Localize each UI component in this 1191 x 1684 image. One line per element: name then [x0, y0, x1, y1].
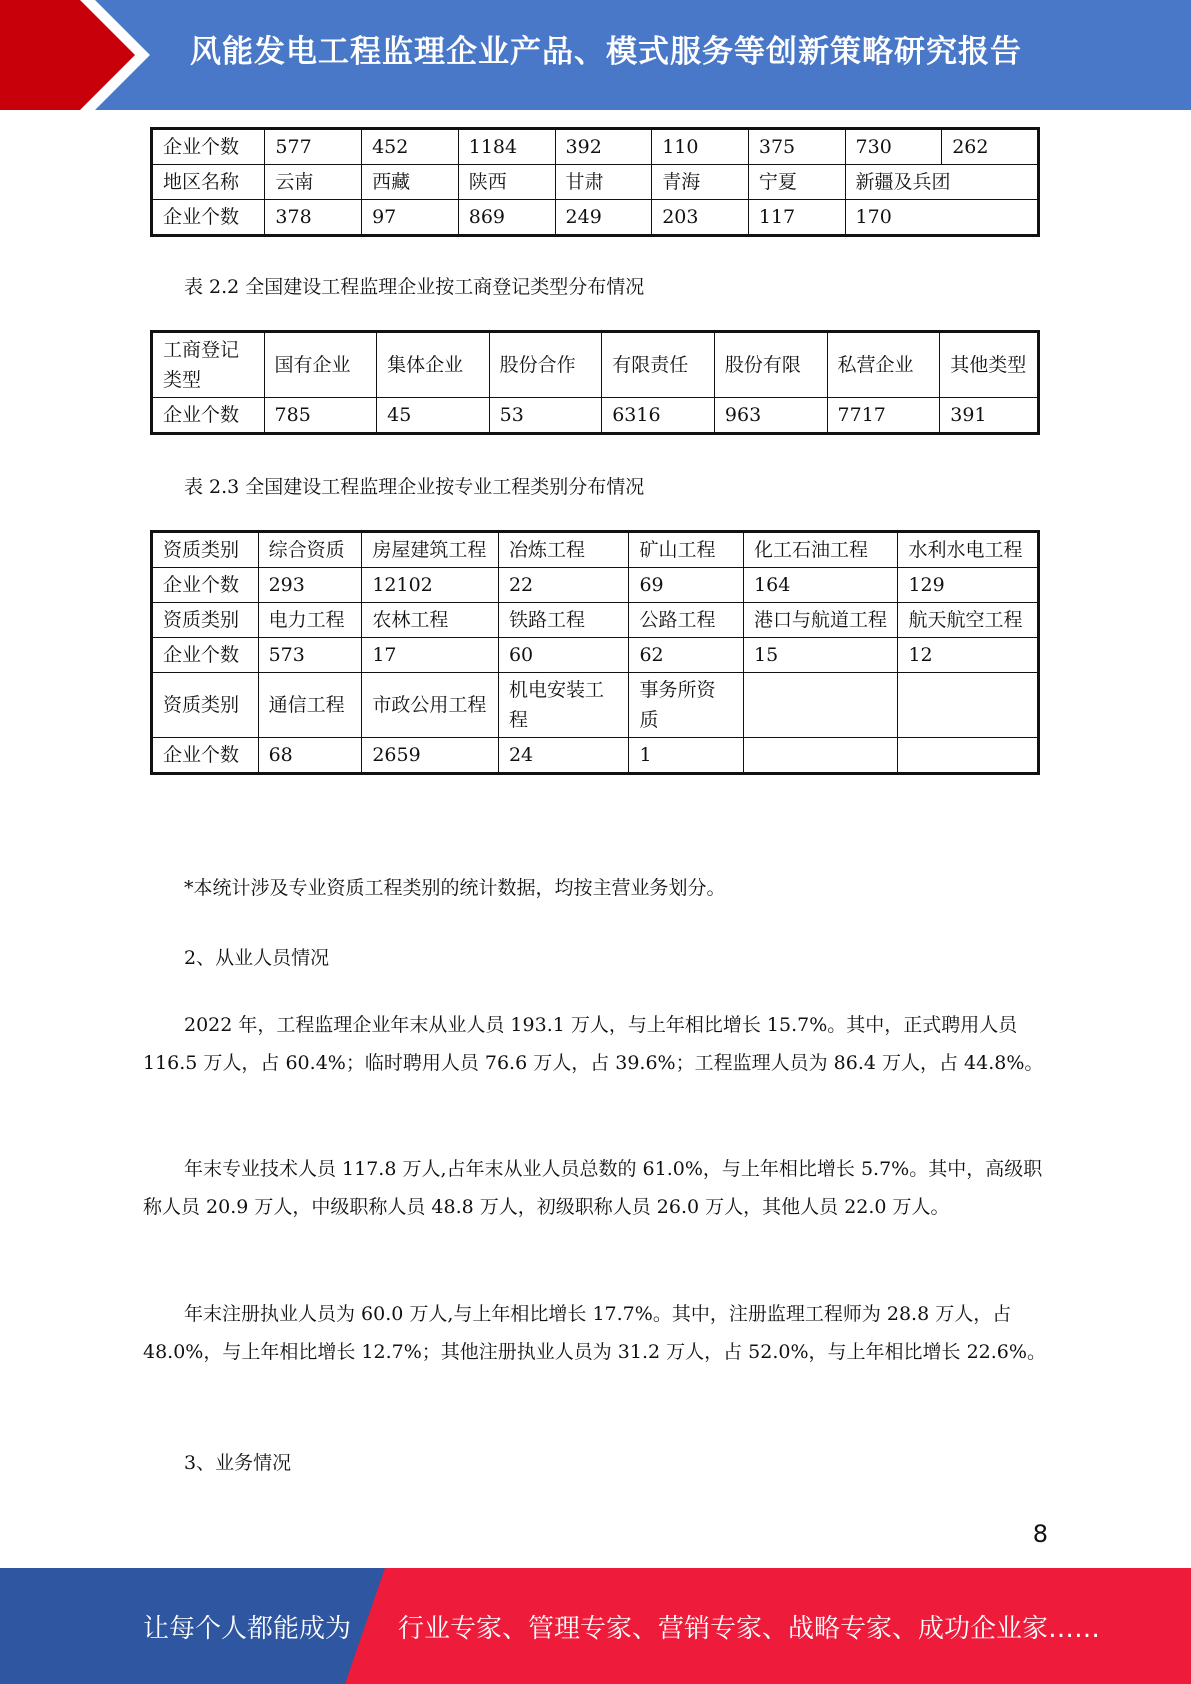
page-number: 8	[1032, 1520, 1048, 1548]
header-title: 风能发电工程监理企业产品、模式服务等创新策略研究报告	[190, 34, 1022, 70]
footer-slogan-right: 行业专家、管理专家、营销专家、战略专家、成功企业家……	[398, 1614, 1101, 1644]
table-cell: 事务所资质	[629, 673, 744, 738]
table-cell: 资质类别	[152, 603, 259, 638]
table-cell: 97	[362, 200, 459, 236]
table-cell: 其他类型	[940, 332, 1039, 398]
table-cell: 港口与航道工程	[744, 603, 898, 638]
table-cell: 有限责任	[602, 332, 715, 398]
table-cell: 69	[629, 568, 744, 603]
table-cell: 企业个数	[152, 738, 259, 774]
table-cell: 62	[629, 638, 744, 673]
table-cell: 市政公用工程	[362, 673, 499, 738]
table-cell: 2659	[362, 738, 499, 774]
table-cell: 12	[898, 638, 1039, 673]
table-cell: 12102	[362, 568, 499, 603]
table-row	[152, 398, 1039, 434]
table-cell: 60	[498, 638, 628, 673]
table-cell: 股份合作	[489, 332, 602, 398]
table-cell: 企业个数	[152, 200, 265, 236]
table-cell: 53	[489, 398, 602, 434]
page-footer	[0, 1568, 1191, 1684]
table-cell: 15	[744, 638, 898, 673]
table-cell: 企业个数	[152, 398, 265, 434]
table-cell: 国有企业	[264, 332, 377, 398]
table-cell: 1184	[458, 129, 555, 165]
table-cell: 391	[940, 398, 1039, 434]
table-cell: 通信工程	[258, 673, 362, 738]
page-header	[0, 0, 1191, 110]
table-cell: 集体企业	[377, 332, 490, 398]
table-cell: 164	[744, 568, 898, 603]
table-cell	[744, 673, 898, 738]
table-row	[152, 738, 1039, 774]
table-cell: 化工石油工程	[744, 532, 898, 568]
table-cell: 综合资质	[258, 532, 362, 568]
paragraph-technical-staff: 年末专业技术人员 117.8 万人,占年末从业人员总数的 61.0%，与上年相比增长 5.7%。其中，高级职称人员 20.9 万人，中级职称人员 48.8 万人，初级职称人员 26.0 万人，其他人员 22.0 万人。	[143, 1158, 1043, 1218]
table-cell: 129	[898, 568, 1039, 603]
table-cell: 工商登记类型	[152, 332, 265, 398]
table-cell: 785	[264, 398, 377, 434]
table-note: *本统计涉及专业资质工程类别的统计数据，均按主营业务划分。	[184, 877, 726, 899]
table-cell: 577	[265, 129, 362, 165]
registration-type-table	[150, 330, 1040, 435]
table-cell: 企业个数	[152, 638, 259, 673]
table-cell: 青海	[652, 165, 749, 200]
table-cell: 452	[362, 129, 459, 165]
table-cell: 45	[377, 398, 490, 434]
table-cell	[898, 673, 1039, 738]
table-row	[152, 673, 1039, 738]
table-cell: 资质类别	[152, 673, 259, 738]
table-cell: 企业个数	[152, 568, 259, 603]
table-cell: 249	[555, 200, 652, 236]
table-cell: 私营企业	[827, 332, 940, 398]
table-cell: 云南	[265, 165, 362, 200]
header-chevron-icon	[0, 0, 160, 110]
table-cell: 262	[942, 129, 1039, 165]
table-cell: 963	[714, 398, 827, 434]
table-cell: 17	[362, 638, 499, 673]
table-cell: 869	[458, 200, 555, 236]
region-table	[150, 127, 1040, 237]
table-cell: 宁夏	[748, 165, 845, 200]
table-row	[152, 129, 1039, 165]
table-caption: 表 2.2 全国建设工程监理企业按工商登记类型分布情况	[184, 276, 645, 298]
table-cell: 地区名称	[152, 165, 265, 200]
table-cell: 22	[498, 568, 628, 603]
table-cell: 航天航空工程	[898, 603, 1039, 638]
table-cell: 企业个数	[152, 129, 265, 165]
table-cell: 甘肃	[555, 165, 652, 200]
table-row	[152, 532, 1039, 568]
table-row	[152, 568, 1039, 603]
table-cell: 392	[555, 129, 652, 165]
table-cell: 24	[498, 738, 628, 774]
table-cell: 573	[258, 638, 362, 673]
table-cell: 水利水电工程	[898, 532, 1039, 568]
paragraph-staff: 2022 年，工程监理企业年末从业人员 193.1 万人，与上年相比增长 15.7%。其中，正式聘用人员 116.5 万人，占 60.4%；临时聘用人员 76.6 万人，占 39.6%；工程监理人员为 86.4 万人，占 44.8%。	[143, 1014, 1044, 1074]
table-cell	[744, 738, 898, 774]
table-cell: 股份有限	[714, 332, 827, 398]
table-cell: 1	[629, 738, 744, 774]
table-caption: 表 2.3 全国建设工程监理企业按专业工程类别分布情况	[184, 476, 645, 498]
table-cell: 新疆及兵团	[845, 165, 1038, 200]
table-cell: 房屋建筑工程	[362, 532, 499, 568]
table-cell: 农林工程	[362, 603, 499, 638]
table-row	[152, 165, 1039, 200]
table-cell: 西藏	[362, 165, 459, 200]
table-row	[152, 332, 1039, 398]
table-cell: 375	[748, 129, 845, 165]
table-cell: 资质类别	[152, 532, 259, 568]
table-cell	[898, 738, 1039, 774]
table-cell: 6316	[602, 398, 715, 434]
table-cell: 170	[845, 200, 1038, 236]
table-cell: 293	[258, 568, 362, 603]
table-row	[152, 638, 1039, 673]
table-cell: 110	[652, 129, 749, 165]
paragraph-registered-staff: 年末注册执业人员为 60.0 万人,与上年相比增长 17.7%。其中，注册监理工程师为 28.8 万人，占 48.0%，与上年相比增长 12.7%；其他注册执业人员为 31.2 万人，占 52.0%，与上年相比增长 22.6%。	[143, 1303, 1046, 1363]
table-cell: 730	[845, 129, 942, 165]
section-heading: 3、业务情况	[184, 1452, 292, 1474]
table-row	[152, 200, 1039, 236]
table-cell: 公路工程	[629, 603, 744, 638]
section-heading: 2、从业人员情况	[184, 947, 330, 969]
table-cell: 陕西	[458, 165, 555, 200]
table-cell: 电力工程	[258, 603, 362, 638]
footer-slogan-left: 让每个人都能成为	[143, 1614, 352, 1644]
table-cell: 机电安装工程	[498, 673, 628, 738]
table-cell: 68	[258, 738, 362, 774]
table-cell: 冶炼工程	[498, 532, 628, 568]
specialty-category-table	[150, 530, 1040, 775]
table-cell: 203	[652, 200, 749, 236]
table-cell: 铁路工程	[498, 603, 628, 638]
table-cell: 117	[748, 200, 845, 236]
table-cell: 矿山工程	[629, 532, 744, 568]
table-cell: 7717	[827, 398, 940, 434]
table-row	[152, 603, 1039, 638]
table-cell: 378	[265, 200, 362, 236]
